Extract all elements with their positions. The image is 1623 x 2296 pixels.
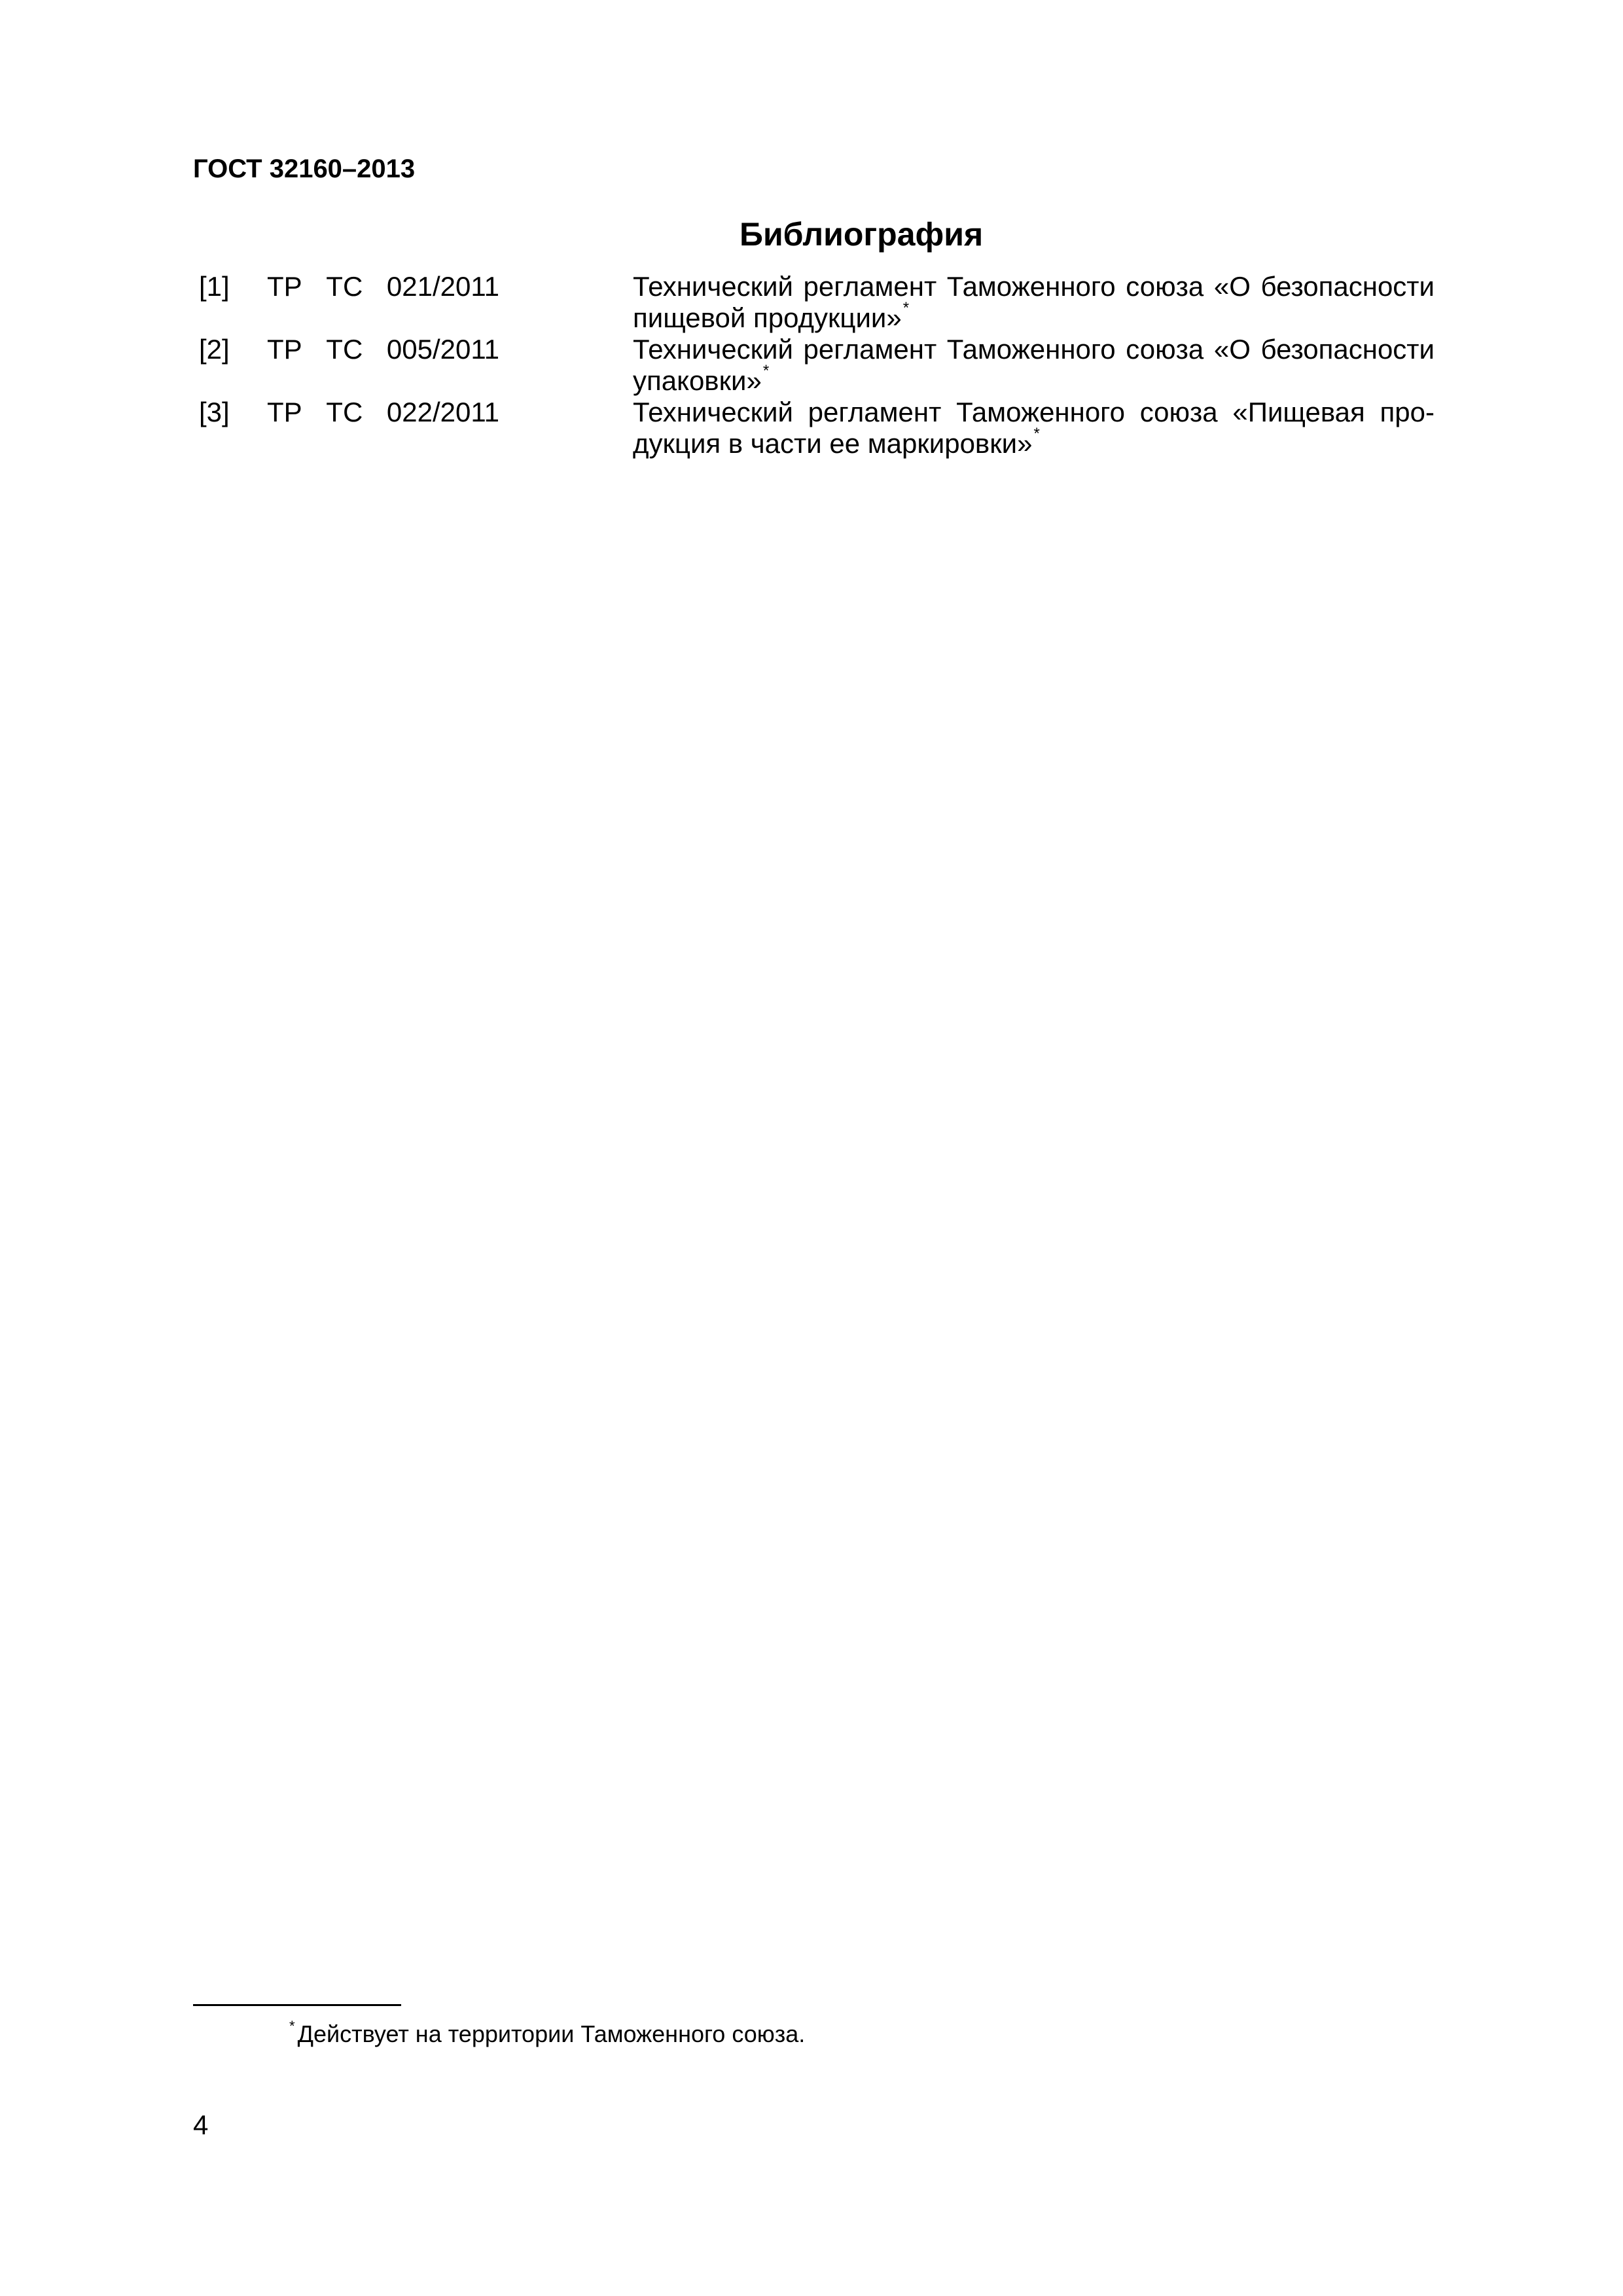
entry-code-part: ТС xyxy=(326,271,363,302)
entry-code-part: ТР xyxy=(267,271,302,302)
entry-description-line xyxy=(633,425,1435,459)
section-title: Библиография xyxy=(740,216,984,253)
entry-description-line-text: упаковки» xyxy=(633,365,762,396)
footnote xyxy=(289,2019,805,2053)
document-header-standard-code: ГОСТ 32160–2013 xyxy=(193,154,416,183)
entry-code-part: ТР xyxy=(267,334,302,365)
entry-description xyxy=(633,271,1435,334)
entry-code xyxy=(267,271,499,302)
entry-code-part: ТС xyxy=(326,397,363,427)
footnote-mark: * xyxy=(289,2018,295,2034)
footnote-reference-mark: * xyxy=(762,362,770,380)
entry-code-part: ТС xyxy=(326,334,363,365)
entry-description-line-text: пищевой продукции» xyxy=(633,302,902,333)
entry-description-line-text: дукция в части ее маркировки» xyxy=(633,428,1033,459)
page-number: 4 xyxy=(193,2109,209,2140)
entry-code-part: 022/2011 xyxy=(386,397,499,427)
entry-description-line: Технический регламент Таможенного союза «О безопасности xyxy=(633,271,1435,302)
entry-description-line: Технический регламент Таможенного союза «О безопасности xyxy=(633,334,1435,365)
entry-number: [1] xyxy=(199,271,230,302)
footnote-reference-mark: * xyxy=(902,299,910,317)
entry-code-part: 021/2011 xyxy=(386,271,499,302)
footnote-text: Действует на территории Таможенного союза. xyxy=(297,2020,806,2047)
entry-code-part: 005/2011 xyxy=(386,334,499,365)
entry-code-part: ТР xyxy=(267,397,302,427)
entry-description xyxy=(633,334,1435,397)
footnote-separator xyxy=(193,2004,401,2006)
bibliography-entry xyxy=(0,334,1623,396)
entry-code xyxy=(267,334,499,365)
entry-description-line xyxy=(633,299,1435,334)
entry-description-line: Технический регламент Таможенного союза «Пищевая про- xyxy=(633,397,1435,427)
bibliography-entry xyxy=(0,397,1623,459)
entry-number: [2] xyxy=(199,334,230,365)
entry-code xyxy=(267,397,499,428)
entry-description-line xyxy=(633,362,1435,397)
entry-description xyxy=(633,397,1435,459)
footnote-reference-mark: * xyxy=(1033,425,1040,442)
entry-number: [3] xyxy=(199,397,230,427)
bibliography-entry xyxy=(0,271,1623,333)
